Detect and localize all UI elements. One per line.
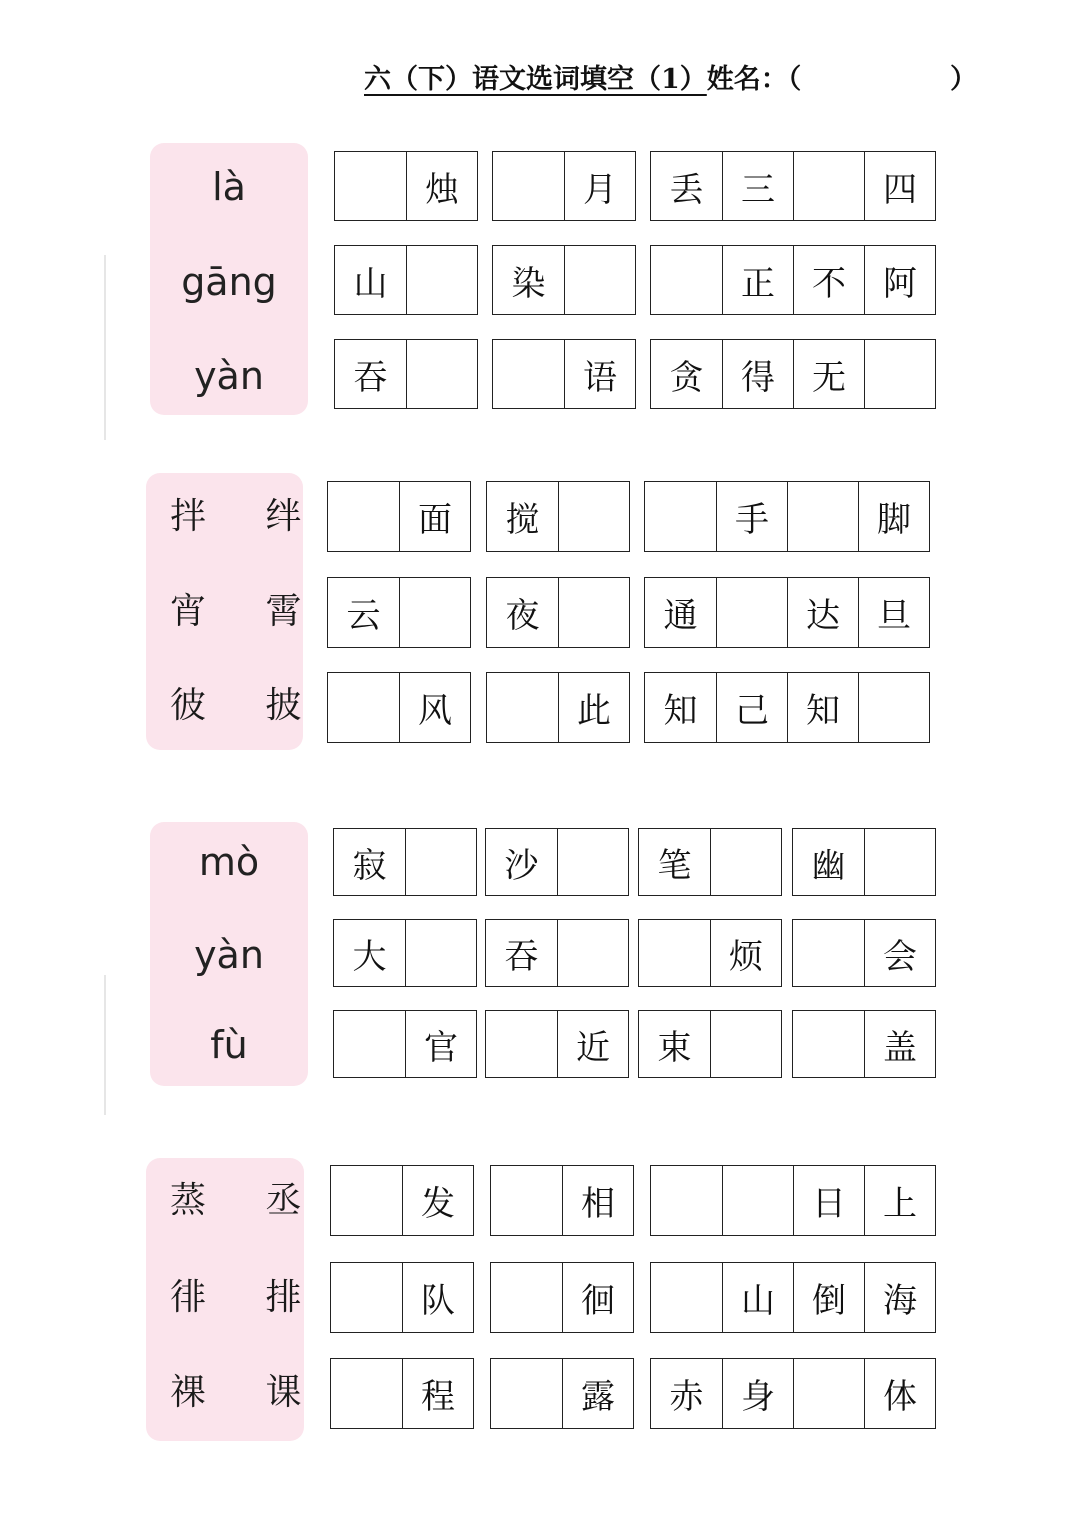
char-box: 寂 — [352, 845, 387, 886]
blank-char-box[interactable] — [405, 829, 476, 895]
char-box: 月 — [564, 152, 635, 220]
blank-char-box[interactable] — [399, 578, 470, 647]
char-box: 倒 — [793, 1263, 864, 1332]
word-box-group — [486, 481, 630, 552]
word-box-group — [792, 828, 936, 896]
blank-char-box[interactable] — [331, 1166, 402, 1235]
word-box-group — [334, 151, 478, 221]
blank-char-box[interactable] — [793, 152, 864, 220]
char-box: 贪 — [669, 357, 704, 398]
word-box-group — [492, 245, 636, 315]
character-hint: 拌 绊 — [170, 496, 326, 537]
word-box-group — [330, 1165, 474, 1236]
char-box: 吞 — [353, 357, 388, 398]
blank-char-box[interactable] — [793, 920, 864, 986]
char-box: 丢 — [669, 169, 704, 210]
char-box: 手 — [716, 482, 787, 551]
blank-char-box[interactable] — [710, 1011, 781, 1077]
word-box-group — [330, 1358, 474, 1429]
pinyin-hint: mò — [198, 840, 260, 884]
idiom-box-group — [650, 245, 936, 315]
blank-char-box[interactable] — [334, 1011, 405, 1077]
blank-char-box[interactable] — [864, 829, 935, 895]
char-box: 相 — [562, 1166, 633, 1235]
char-box: 身 — [722, 1359, 793, 1428]
blank-char-box[interactable] — [639, 920, 710, 986]
character-hint: 蒸 丞 — [170, 1180, 326, 1221]
blank-char-box[interactable] — [651, 1166, 722, 1235]
idiom-box-group — [650, 339, 936, 409]
word-box-group — [327, 481, 471, 552]
scan-edge-line — [104, 255, 106, 440]
blank-char-box[interactable] — [793, 1359, 864, 1428]
blank-char-box[interactable] — [558, 482, 629, 551]
word-box-group — [792, 919, 936, 987]
pinyin-hint: fù — [210, 1023, 248, 1067]
char-box: 云 — [346, 596, 381, 636]
blank-char-box[interactable] — [487, 673, 558, 742]
word-box-group — [490, 1262, 634, 1333]
word-box-group — [492, 151, 636, 221]
char-box: 此 — [558, 673, 629, 742]
blank-char-box[interactable] — [491, 1166, 562, 1235]
char-box: 达 — [787, 578, 858, 647]
char-box: 幽 — [811, 845, 846, 886]
char-box: 正 — [722, 246, 793, 314]
word-box-group — [333, 1010, 477, 1078]
name-label: 姓名：（ — [706, 64, 802, 95]
word-box-group — [485, 828, 629, 896]
char-box: 沙 — [504, 845, 539, 886]
worksheet-title — [364, 60, 977, 100]
idiom-box-group — [650, 1165, 936, 1236]
char-box: 知 — [663, 691, 698, 731]
char-box: 面 — [399, 482, 470, 551]
idiom-box-group — [650, 151, 936, 221]
blank-char-box[interactable] — [328, 673, 399, 742]
char-box: 不 — [793, 246, 864, 314]
word-box-group — [792, 1010, 936, 1078]
word-box-group — [330, 1262, 474, 1333]
char-box: 阿 — [864, 246, 935, 314]
char-box: 染 — [511, 263, 546, 304]
char-box: 露 — [562, 1359, 633, 1428]
char-box: 夜 — [505, 596, 540, 636]
char-box: 赤 — [669, 1377, 704, 1417]
character-hint: 祼 课 — [170, 1372, 326, 1413]
blank-char-box[interactable] — [722, 1166, 793, 1235]
char-box: 海 — [864, 1263, 935, 1332]
char-box: 徊 — [562, 1263, 633, 1332]
char-box: 四 — [864, 152, 935, 220]
blank-char-box[interactable] — [491, 1359, 562, 1428]
char-box: 风 — [399, 673, 470, 742]
char-box: 语 — [564, 340, 635, 408]
blank-char-box[interactable] — [331, 1263, 402, 1332]
word-box-group — [492, 339, 636, 409]
idiom-box-group — [644, 481, 930, 552]
pinyin-hint: gāng — [181, 260, 277, 304]
char-box: 程 — [402, 1359, 473, 1428]
word-box-group — [485, 1010, 629, 1078]
word-box-group — [486, 577, 630, 648]
blank-char-box[interactable] — [564, 246, 635, 314]
char-box: 脚 — [858, 482, 929, 551]
blank-char-box[interactable] — [793, 1011, 864, 1077]
char-box: 三 — [722, 152, 793, 220]
word-box-group — [490, 1165, 634, 1236]
char-box: 日 — [793, 1166, 864, 1235]
char-box: 束 — [657, 1027, 692, 1068]
word-box-group — [334, 339, 478, 409]
pinyin-hint: yàn — [194, 933, 264, 977]
word-box-group — [638, 828, 782, 896]
char-box: 会 — [864, 920, 935, 986]
char-box: 官 — [405, 1011, 476, 1077]
character-hint: 彼 披 — [170, 685, 326, 726]
char-box: 上 — [864, 1166, 935, 1235]
scan-edge-line — [104, 975, 106, 1115]
char-box: 盖 — [864, 1011, 935, 1077]
blank-char-box[interactable] — [645, 482, 716, 551]
word-box-group — [490, 1358, 634, 1429]
word-box-group — [486, 672, 630, 743]
character-hint: 徘 排 — [170, 1277, 326, 1318]
blank-char-box[interactable] — [557, 920, 628, 986]
word-box-group — [334, 245, 478, 315]
blank-char-box[interactable] — [858, 673, 929, 742]
word-box-group — [327, 577, 471, 648]
blank-char-box[interactable] — [331, 1359, 402, 1428]
blank-char-box[interactable] — [557, 829, 628, 895]
character-hint: 宵 霄 — [170, 591, 326, 632]
pinyin-hint: là — [212, 165, 246, 209]
char-box: 得 — [722, 340, 793, 408]
idiom-box-group — [644, 672, 930, 743]
char-box: 无 — [793, 340, 864, 408]
blank-char-box[interactable] — [716, 578, 787, 647]
blank-char-box[interactable] — [405, 920, 476, 986]
char-box: 笔 — [657, 845, 692, 886]
char-box: 搅 — [505, 500, 540, 540]
char-box: 通 — [663, 596, 698, 636]
char-box: 己 — [716, 673, 787, 742]
blank-char-box[interactable] — [491, 1263, 562, 1332]
blank-char-box[interactable] — [328, 482, 399, 551]
blank-char-box[interactable] — [710, 829, 781, 895]
blank-char-box[interactable] — [406, 340, 477, 408]
blank-char-box[interactable] — [651, 1263, 722, 1332]
blank-char-box[interactable] — [493, 340, 564, 408]
blank-char-box[interactable] — [558, 578, 629, 647]
word-box-group — [638, 919, 782, 987]
word-box-group — [485, 919, 629, 987]
blank-char-box[interactable] — [486, 1011, 557, 1077]
char-box: 队 — [402, 1263, 473, 1332]
blank-char-box[interactable] — [787, 482, 858, 551]
name-close-paren: ） — [950, 64, 977, 95]
idiom-box-group — [650, 1262, 936, 1333]
char-box: 体 — [864, 1359, 935, 1428]
idiom-box-group — [650, 1358, 936, 1429]
blank-char-box[interactable] — [493, 152, 564, 220]
char-box: 山 — [353, 263, 388, 304]
char-box: 大 — [352, 936, 387, 977]
char-box: 旦 — [858, 578, 929, 647]
char-box: 吞 — [504, 936, 539, 977]
blank-char-box[interactable] — [406, 246, 477, 314]
idiom-box-group — [644, 577, 930, 648]
word-box-group — [333, 919, 477, 987]
blank-char-box[interactable] — [651, 246, 722, 314]
blank-char-box[interactable] — [335, 152, 406, 220]
char-box: 发 — [402, 1166, 473, 1235]
char-box: 知 — [787, 673, 858, 742]
char-box: 烛 — [406, 152, 477, 220]
char-box: 烦 — [710, 920, 781, 986]
blank-char-box[interactable] — [864, 340, 935, 408]
word-box-group — [638, 1010, 782, 1078]
char-box: 山 — [722, 1263, 793, 1332]
pinyin-hint: yàn — [194, 354, 264, 398]
char-box: 近 — [557, 1011, 628, 1077]
title-text: 六（下）语文选词填空（1） — [364, 64, 707, 95]
word-box-group — [333, 828, 477, 896]
word-box-group — [327, 672, 471, 743]
